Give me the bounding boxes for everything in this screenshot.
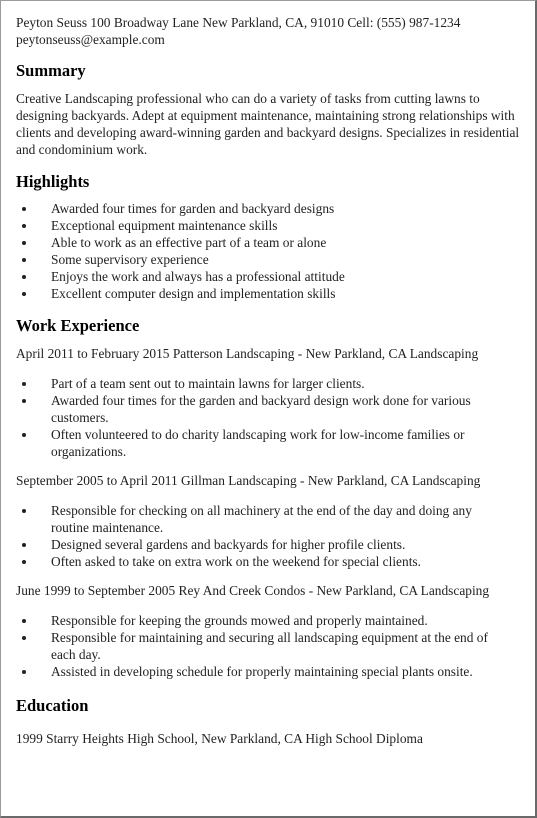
contact-email: peytonseuss@example.com [16,32,165,47]
job-bullets [16,502,535,570]
education-heading: Education [16,696,89,715]
highlights-list [16,200,535,302]
education-entry: 1999 Starry Heights High School, New Parkland, CA High School Diploma [16,731,423,746]
job-bullets [16,375,535,460]
job-bullet: • Part of a team sent out to maintain lawns for larger clients. [37,375,501,392]
job-entry [16,345,535,460]
highlight-item: • Enjoys the work and always has a professional attitude [37,268,501,285]
job-bullet: • Assisted in developing schedule for properly maintaining special plants onsite. [37,663,501,680]
work-experience-heading: Work Experience [16,316,140,335]
highlight-item: • Able to work as an effective part of a team or alone [37,234,501,251]
job-bullet: • Responsible for keeping the grounds mowed and properly maintained. [37,612,501,629]
job-entry [16,472,535,570]
job-bullet: • Responsible for checking on all machinery at the end of the day and doing any routine maintenance. [37,502,501,536]
highlights-heading: Highlights [16,172,90,191]
job-header: September 2005 to April 2011 Gillman Landscaping - New Parkland, CA Landscaping [16,473,481,488]
contact-line: Peyton Seuss 100 Broadway Lane New Parkland, CA, 91010 Cell: (555) 987-1234 [16,15,461,30]
highlight-item: • Awarded four times for garden and backyard designs [37,200,501,217]
summary-text: Creative Landscaping professional who can do a variety of tasks from cutting lawns to designing backyards. Adept at equipment maintenance, maintaining strong relationships with clients and developing award-winning garden and backyard designs. Specializes in residential and condominium work. [16,91,520,157]
summary-heading: Summary [16,61,86,80]
job-bullet: • Responsible for maintaining and securing all landscaping equipment at the end of each day. [37,629,501,663]
job-header: June 1999 to September 2005 Rey And Creek Condos - New Parkland, CA Landscaping [16,583,490,598]
highlight-item: • Excellent computer design and implementation skills [37,285,501,302]
job-bullet: • Often volunteered to do charity landscaping work for low-income families or organizations. [37,426,501,460]
highlight-item: • Some supervisory experience [37,251,501,268]
job-bullet: • Often asked to take on extra work on the weekend for special clients. [37,553,501,570]
job-bullet: • Awarded four times for the garden and backyard design work done for various customers. [37,392,501,426]
job-header: April 2011 to February 2015 Patterson Landscaping - New Parkland, CA Landscaping [16,346,479,361]
highlight-item: • Exceptional equipment maintenance skills [37,217,501,234]
job-entry [16,582,535,680]
job-bullet: • Designed several gardens and backyards for higher profile clients. [37,536,501,553]
job-bullets [16,612,535,680]
